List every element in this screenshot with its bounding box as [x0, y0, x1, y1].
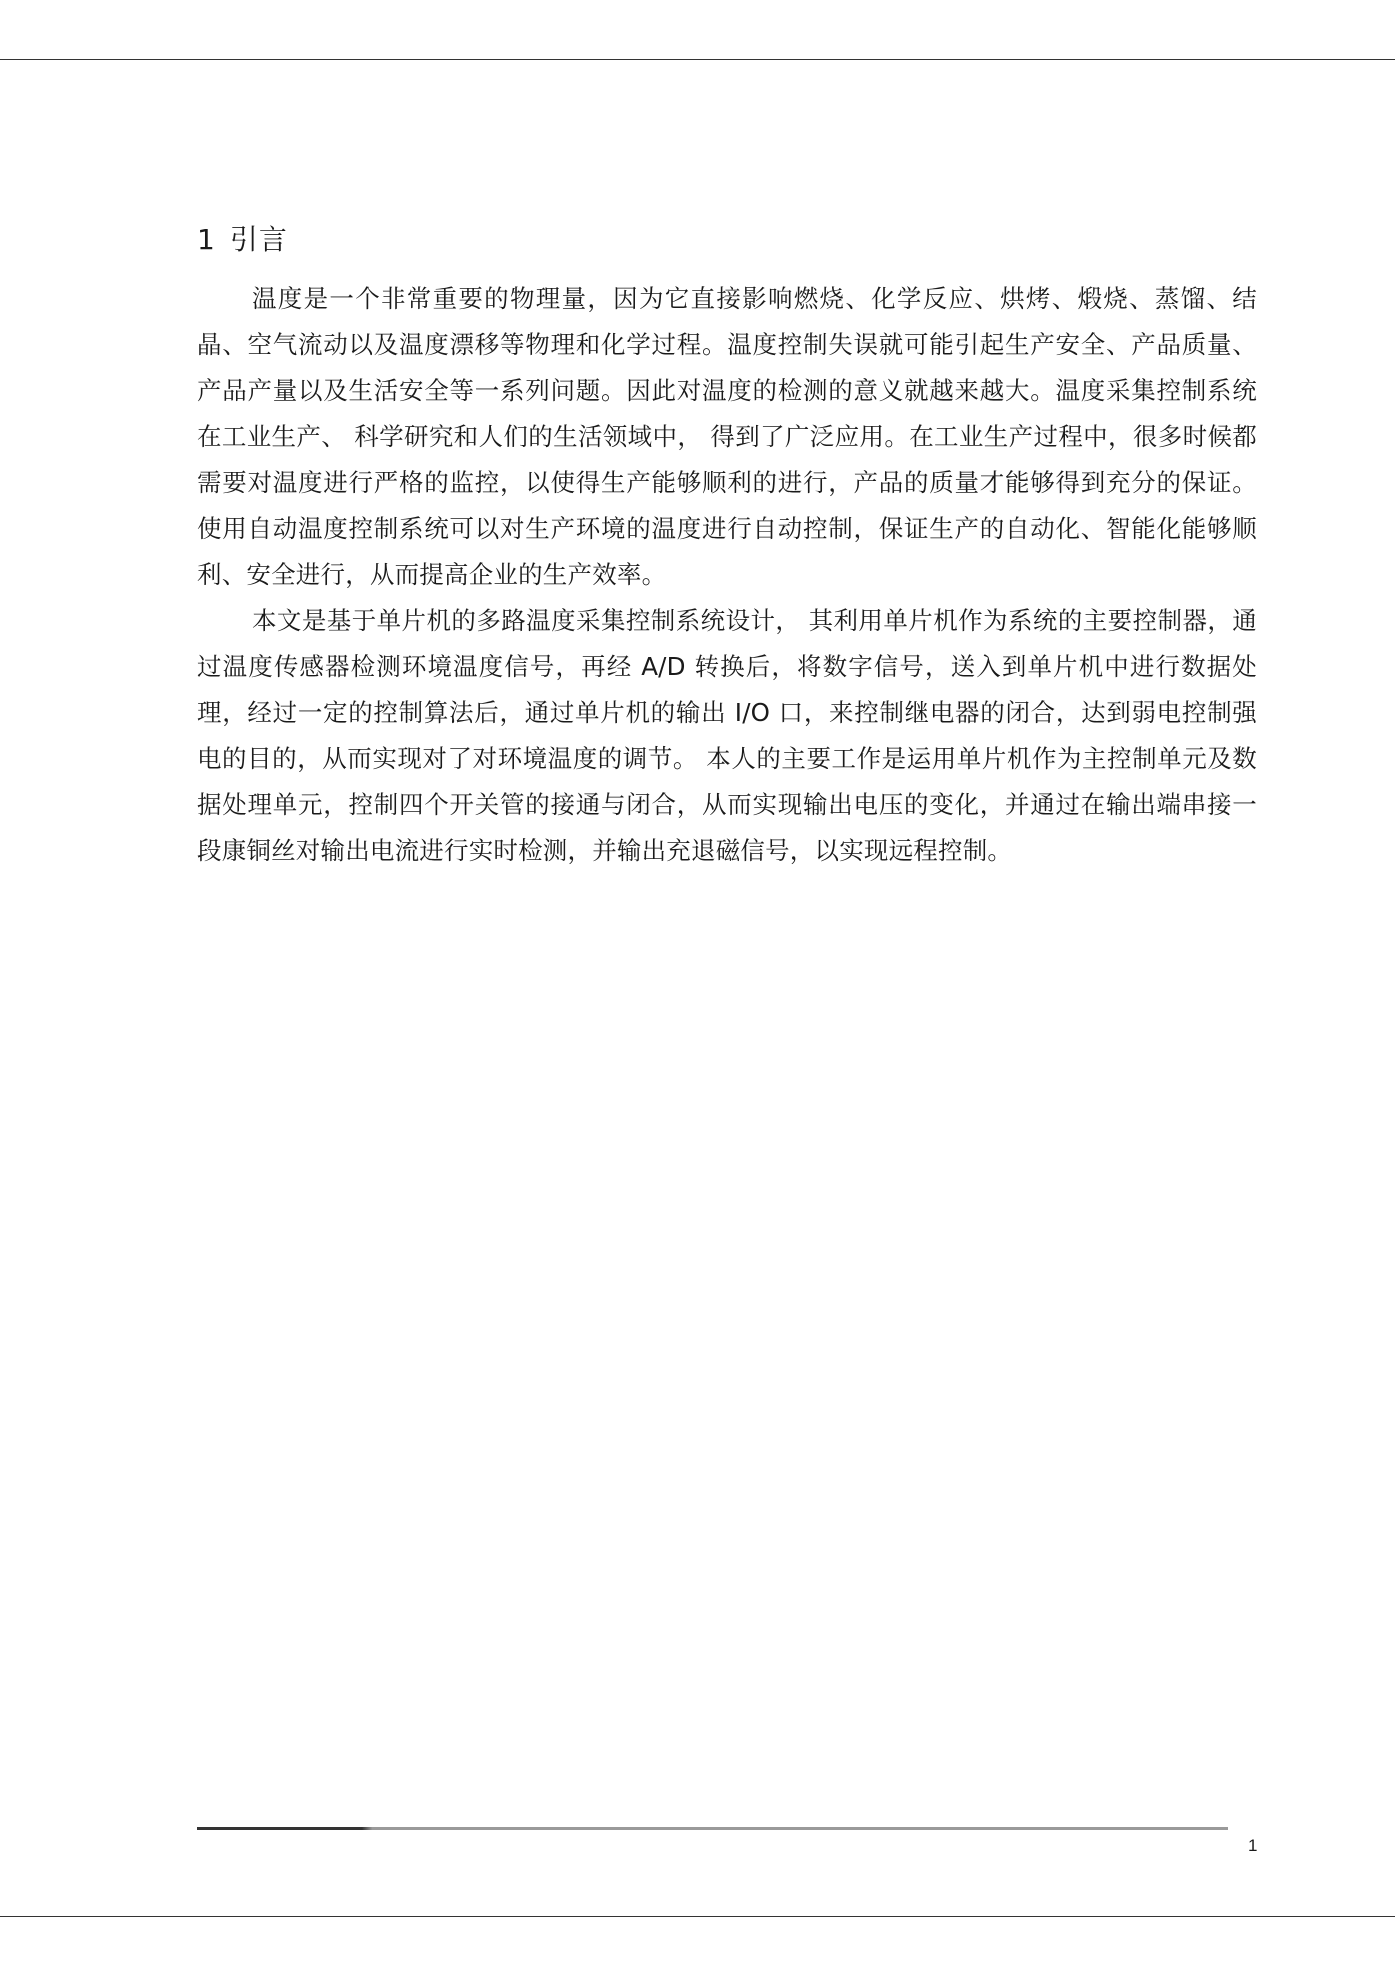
- page-number: 1: [1248, 1836, 1258, 1855]
- bottom-rule: [0, 1916, 1395, 1917]
- section-heading: [197, 212, 1257, 268]
- section-number: 1: [197, 223, 216, 256]
- paragraph-1: 温度是一个非常重要的物理量，因为它直接影响燃烧、化学反应、烘烤、煅烧、蒸馏、结晶、空气流动以及温度漂移等物理和化学过程。温度控制失误就可能引起生产安全、产品质量、产品产量以及生活安全等一系列问题。因此对温度的检测的意义就越来越大。温度采集控制系统在工业生产、 科学研究和人们的生活领域中， 得到了广泛应用。在工业生产过程中，很多时候都需要对温度进行严格的监控，以使得生产能够顺利的进行，产品的质量才能够得到充分的保证。使用自动温度控制系统可以对生产环境的温度进行自动控制，保证生产的自动化、智能化能够顺利、安全进行，从而提高企业的生产效率。: [197, 284, 1257, 589]
- footer-rule: [197, 1827, 1228, 1830]
- page-body: [197, 212, 1257, 874]
- header-rule: [0, 59, 1395, 60]
- section-title: 引言: [229, 223, 288, 256]
- paragraph-2: 本文是基于单片机的多路温度采集控制系统设计， 其利用单片机作为系统的主要控制器，通过温度传感器检测环境温度信号，再经 A/D 转换后，将数字信号，送入到单片机中进行数据处理，经过一定的控制算法后，通过单片机的输出 I/O 口，来控制继电器的闭合，达到弱电控制强电的目的，从而实现对了对环境温度的调节。 本人的主要工作是运用单片机作为主控制单元及数据处理单元，控制四个开关管的接通与闭合，从而实现输出电压的变化，并通过在输出端串接一段康铜丝对输出电流进行实时检测，并输出充退磁信号，以实现远程控制。: [197, 606, 1257, 865]
